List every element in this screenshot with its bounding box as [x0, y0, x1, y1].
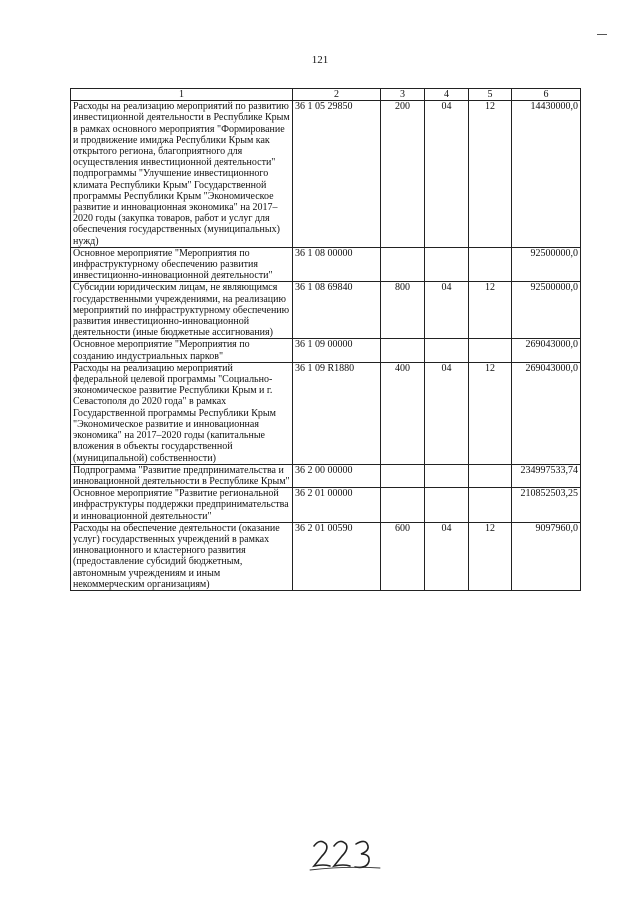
- row-code: 36 1 09 R1880: [293, 362, 381, 464]
- row-code: 36 2 00 00000: [293, 464, 381, 487]
- row-col-4: [425, 339, 469, 362]
- row-col-4: [425, 464, 469, 487]
- row-col-3: 800: [381, 282, 425, 339]
- page-number: 121: [311, 54, 329, 66]
- row-col-3: [381, 339, 425, 362]
- table-row: [71, 101, 581, 248]
- row-col-4: 04: [425, 522, 469, 590]
- row-col-5: [469, 464, 512, 487]
- row-amount: 269043000,0: [512, 362, 581, 464]
- row-col-3: [381, 488, 425, 523]
- row-code: 36 1 08 69840: [293, 282, 381, 339]
- header-col-3: 3: [381, 89, 425, 101]
- table-row: [71, 464, 581, 487]
- row-description: Основное мероприятие "Мероприятия по инфраструктурному обеспечению развития инвестиционно-инновационной деятельности": [71, 247, 293, 282]
- table-row: [71, 247, 581, 282]
- row-col-3: 400: [381, 362, 425, 464]
- table-row: [71, 339, 581, 362]
- row-description: Расходы на реализацию мероприятий по развитию инвестиционной деятельности в Республике Крым в рамках основного мероприятия "Формирование и продвижение имиджа Республики Крым как открытого региона, благоприятного для осуществления инвестиционной деятельности" подпрограммы "Улучшение инвестиционного климата Республики Крым" Государственной программы Республики Крым "Экономическое развитие и инновационная экономика" на 2017–2020 годы (закупка товаров, работ и услуг для обеспечения государственных (муниципальных) нужд): [71, 101, 293, 248]
- header-col-6: 6: [512, 89, 581, 101]
- header-row: [71, 89, 581, 101]
- row-col-5: 12: [469, 101, 512, 248]
- row-col-5: 12: [469, 362, 512, 464]
- row-description: Основное мероприятие "Мероприятия по созданию индустриальных парков": [71, 339, 293, 362]
- row-col-5: 12: [469, 282, 512, 339]
- header-col-2: 2: [293, 89, 381, 101]
- row-code: 36 1 08 00000: [293, 247, 381, 282]
- row-amount: 14430000,0: [512, 101, 581, 248]
- row-description: Субсидии юридическим лицам, не являющимся государственными учреждениями, на реализацию мероприятий по инфраструктурному обеспечению развития инвестиционно-инновационной деятельности (иные бюджетные ассигнования): [71, 282, 293, 339]
- row-amount: 269043000,0: [512, 339, 581, 362]
- row-code: 36 1 09 00000: [293, 339, 381, 362]
- row-code: 36 1 05 29850: [293, 101, 381, 248]
- row-amount: 9097960,0: [512, 522, 581, 590]
- row-description: Подпрограмма "Развитие предпринимательства и инновационной деятельности в Республике Крым": [71, 464, 293, 487]
- row-col-4: 04: [425, 282, 469, 339]
- row-col-3: [381, 247, 425, 282]
- table-row: [71, 362, 581, 464]
- header-col-4: 4: [425, 89, 469, 101]
- row-description: Основное мероприятие "Развитие региональной инфраструктуры поддержки предпринимательства и инновационной деятельности": [71, 488, 293, 523]
- table-row: [71, 282, 581, 339]
- handwritten-page-mark: [300, 832, 390, 872]
- row-col-4: 04: [425, 362, 469, 464]
- row-amount: 234997533,74: [512, 464, 581, 487]
- row-col-4: [425, 247, 469, 282]
- row-description: Расходы на реализацию мероприятий федеральной целевой программы "Социально-экономическое развитие Республики Крым и г. Севастополя до 2020 года" в рамках Государственной программы Республики Крым "Экономическое развитие и инновационная экономика" на 2017–2020 годы (капитальные вложения в объекты государственной (муниципальной) собственности): [71, 362, 293, 464]
- row-amount: 210852503,25: [512, 488, 581, 523]
- row-col-3: 200: [381, 101, 425, 248]
- row-col-5: [469, 339, 512, 362]
- row-code: 36 2 01 00590: [293, 522, 381, 590]
- row-description: Расходы на обеспечение деятельности (оказание услуг) государственных учреждений в рамках инновационного и кластерного развития (предоставление субсидий бюджетным, автономным учреждениям и иным некоммерческим организациям): [71, 522, 293, 590]
- header-col-5: 5: [469, 89, 512, 101]
- row-amount: 92500000,0: [512, 247, 581, 282]
- row-code: 36 2 01 00000: [293, 488, 381, 523]
- header-col-1: 1: [71, 89, 293, 101]
- budget-table: [70, 88, 581, 591]
- row-col-5: 12: [469, 522, 512, 590]
- row-col-5: [469, 488, 512, 523]
- table-row: [71, 488, 581, 523]
- corner-mark: [597, 34, 607, 35]
- row-col-5: [469, 247, 512, 282]
- row-col-3: [381, 464, 425, 487]
- row-col-4: [425, 488, 469, 523]
- row-col-4: 04: [425, 101, 469, 248]
- table-row: [71, 522, 581, 590]
- row-amount: 92500000,0: [512, 282, 581, 339]
- row-col-3: 600: [381, 522, 425, 590]
